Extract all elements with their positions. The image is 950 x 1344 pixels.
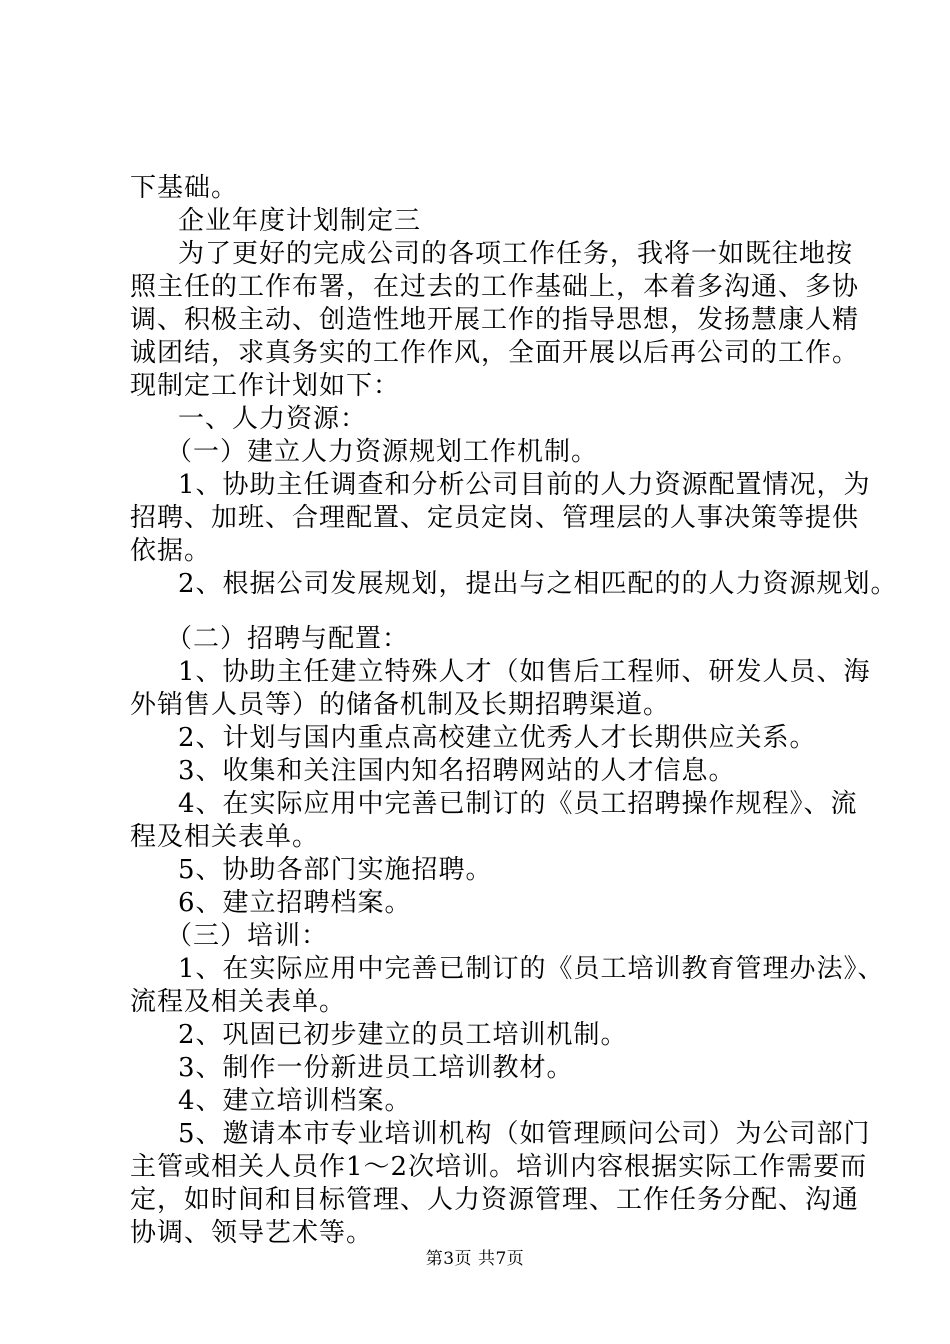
text-line: 招聘、加班、合理配置、定员定岗、管理层的人事决策等提供: [130, 503, 860, 533]
text-line: 一、人力资源：: [178, 404, 368, 434]
text-line: 5、协助各部门实施招聘。: [178, 855, 493, 885]
text-line: 为了更好的完成公司的各项工作任务，我将一如既往地按: [178, 239, 854, 269]
text-line: 企业年度计划制定三: [178, 206, 422, 236]
text-line: 程及相关表单。: [130, 822, 320, 852]
body-text: [130, 172, 898, 1250]
text-line: 3、收集和关注国内知名招聘网站的人才信息。: [178, 756, 736, 786]
text-line: （一）建立人力资源规划工作机制。: [166, 437, 599, 467]
text-line: 诚团结，求真务实的工作作风，全面开展以后再公司的工作。: [130, 338, 860, 368]
text-line: 6、建立招聘档案。: [178, 888, 412, 918]
text-line: 外销售人员等）的储备机制及长期招聘渠道。: [130, 690, 671, 720]
text-line: （三）培训：: [166, 921, 329, 951]
text-line: （二）招聘与配置：: [166, 624, 410, 654]
text-line: 主管或相关人员作1～2次培训。培训内容根据实际工作需要而: [130, 1152, 868, 1182]
text-line: 下基础。: [130, 173, 239, 203]
text-line: 2、计划与国内重点高校建立优秀人才长期供应关系。: [178, 723, 817, 753]
text-line: 协调、领导艺术等。: [130, 1218, 374, 1248]
text-line: 依据。: [130, 536, 212, 566]
text-line: 2、巩固已初步建立的员工培训机制。: [178, 1020, 628, 1050]
text-line: 1、协助主任建立特殊人才（如售后工程师、研发人员、海: [178, 657, 871, 687]
text-line: 4、在实际应用中完善已制订的《员工招聘操作规程》、流: [178, 789, 858, 819]
text-line: 1、协助主任调查和分析公司目前的人力资源配置情况，为: [178, 470, 871, 500]
page-footer: 第3页 共7页: [425, 1249, 525, 1269]
text-line: 5、邀请本市专业培训机构（如管理顾问公司）为公司部门: [178, 1119, 871, 1149]
text-line: 4、建立培训档案。: [178, 1086, 412, 1116]
text-line: 2、根据公司发展规划，提出与之相匹配的的人力资源规划。: [178, 569, 898, 599]
text-line: 照主任的工作布署，在过去的工作基础上，本着多沟通、多协: [130, 272, 860, 302]
text-line: 现制定工作计划如下：: [130, 371, 401, 401]
text-line: 1、在实际应用中完善已制订的《员工培训教育管理办法》、: [178, 954, 885, 984]
text-line: 调、积极主动、创造性地开展工作的指导思想，发扬慧康人精: [130, 305, 860, 335]
text-line: 3、制作一份新进员工培训教材。: [178, 1053, 574, 1083]
text-line: 定，如时间和目标管理、人力资源管理、工作任务分配、沟通: [130, 1185, 860, 1215]
paragraph-gap: [130, 601, 830, 623]
text-line: 流程及相关表单。: [130, 987, 347, 1017]
